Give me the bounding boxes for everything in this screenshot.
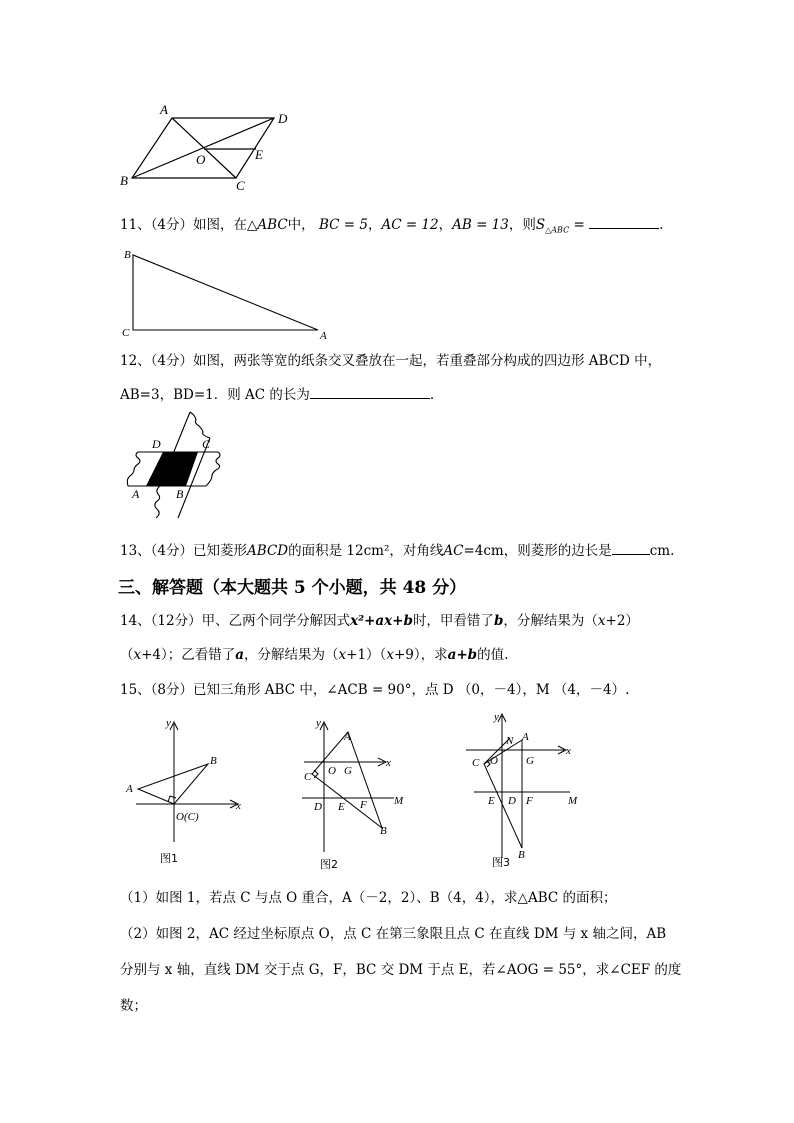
label-E: E: [488, 795, 495, 807]
q11-end: .: [659, 217, 664, 233]
parallelogram-figure: [110, 98, 310, 198]
q14-var-x: x: [338, 647, 347, 663]
coordinate-figure-2: [298, 712, 418, 872]
q12-text: AB=3，BD=1．则 AC 的长为: [120, 387, 310, 403]
label-F: F: [360, 799, 367, 811]
q11-score: （4分）: [150, 217, 194, 233]
q11-area-subscript: △ABC: [545, 225, 570, 235]
q11-sep: ，: [367, 217, 382, 233]
q13-rhombus: ABCD: [247, 543, 289, 559]
q11-text: 如图，在: [193, 217, 248, 233]
label-C: C: [472, 757, 480, 769]
label-B: B: [120, 173, 128, 188]
label-C: C: [304, 771, 312, 783]
label-E: E: [255, 147, 263, 162]
q15-text: 15、（8分）已知三角形 ABC 中，∠ACB = 90°，点 D （0，－4），M （4，－4）.: [120, 682, 630, 698]
caption-figure-3: 图3: [492, 856, 510, 868]
label-B: B: [124, 249, 131, 261]
q14-text: +9），求: [393, 647, 448, 663]
crossed-strips-figure: [118, 410, 238, 530]
label-A: A: [126, 783, 133, 795]
label-A: A: [522, 731, 529, 743]
label-D: D: [278, 111, 288, 126]
caption-figure-1: 图1: [160, 852, 178, 865]
label-D: D: [314, 801, 322, 813]
question-12-line2: [120, 385, 434, 404]
question-15: [120, 681, 629, 699]
label-G: G: [344, 765, 352, 777]
q11-triangle: △ABC: [247, 217, 288, 233]
section-heading: 三、解答题（本大题共 5 个小题，共 48 分）: [118, 578, 467, 598]
label-G: G: [526, 755, 534, 767]
q11-sep: ，: [438, 217, 453, 233]
q14-text: +4）；乙看错了: [141, 647, 236, 663]
label-B: B: [518, 849, 525, 861]
label-E: E: [338, 801, 345, 813]
q15-part2-text: 数；: [120, 998, 147, 1014]
label-O: O: [196, 152, 206, 167]
q13-answer-blank[interactable]: [612, 541, 650, 555]
q11-area-symbol: S: [535, 217, 546, 233]
q11-text: ，则: [508, 217, 536, 233]
q14-sum: a+b: [447, 647, 478, 663]
axis-y: y: [494, 711, 499, 723]
label-M: M: [568, 795, 578, 807]
q14-var-x: x: [133, 647, 142, 663]
question-13: [120, 541, 674, 560]
label-A: A: [320, 330, 327, 342]
question-12-line1: [120, 352, 661, 370]
q15-part2-line3: [120, 997, 147, 1015]
question-14-line1: [120, 612, 639, 630]
axis-x: x: [386, 757, 391, 769]
label-B: B: [380, 825, 387, 837]
label-A: A: [344, 731, 351, 743]
q11-ab: AB = 13: [452, 217, 509, 233]
q15-part1-text: （1）如图 1，若点 C 与点 O 重合，A（－2，2）、B（4，4），求△ABC 的面积；: [120, 890, 617, 906]
label-O: O: [490, 755, 498, 767]
axis-y: y: [166, 717, 171, 729]
axis-y: y: [316, 717, 321, 729]
label-C: C: [202, 437, 211, 451]
label-M: M: [394, 795, 404, 807]
q11-number: 11、: [120, 217, 151, 233]
q14-var-x: x: [597, 613, 606, 629]
q14-var-a: a: [235, 647, 245, 663]
label-O: O: [328, 765, 336, 777]
q11-equals: =: [569, 217, 590, 233]
right-triangle-figure: [118, 245, 338, 345]
label-D: D: [152, 437, 161, 451]
q14-text: ，分解结果为（: [244, 647, 339, 663]
label-C: C: [122, 327, 130, 339]
q12-end: .: [429, 387, 435, 403]
q11-bc: BC = 5: [318, 217, 368, 233]
coordinate-figure-1: [118, 712, 248, 870]
q14-text: 时，甲看错了: [412, 613, 494, 629]
q14-var-x: x: [386, 647, 394, 663]
axis-x: x: [566, 745, 571, 757]
overlap-rhombus: [146, 452, 198, 486]
q15-part2-text: （2）如图 2，AC 经过坐标原点 O，点 C 在第三象限且点 C 在直线 DM 与 x 轴之间，AB: [120, 926, 667, 942]
q14-text: +2）: [605, 613, 639, 629]
coordinate-figure-3: [460, 708, 590, 868]
label-D: D: [508, 795, 516, 807]
q14-var-b: b: [493, 613, 504, 629]
label-B: B: [210, 755, 217, 767]
q11-text: 中，: [287, 217, 315, 233]
label-C: C: [236, 178, 245, 193]
question-11: [120, 215, 663, 240]
q14-text: 的值.: [477, 647, 509, 663]
q14-text: +1）（: [346, 647, 387, 663]
label-B: B: [176, 487, 184, 501]
q13-text: 13、（4分）已知菱形: [120, 543, 248, 559]
q12-answer-blank[interactable]: [310, 385, 430, 399]
q15-part2-text: 分别与 x 轴，直线 DM 交于点 G，F，BC 交 DM 于点 E，若∠AOG = 55°，求∠CEF 的度: [120, 962, 682, 978]
q13-unit: cm.: [649, 543, 675, 559]
q15-part2-line2: [120, 961, 681, 979]
q14-text: 14、（12分）甲、乙两个同学分解因式: [120, 613, 351, 629]
label-F: F: [526, 795, 533, 807]
q11-answer-blank[interactable]: [589, 215, 659, 229]
q13-text: 的面积是 12cm²，对角线: [288, 543, 444, 559]
q15-part1: [120, 889, 616, 907]
label-A: A: [160, 102, 168, 117]
q11-ac: AC = 12: [381, 217, 439, 233]
q14-text: （: [120, 647, 134, 663]
label-A: A: [132, 487, 140, 501]
label-OC: O(C): [176, 811, 199, 823]
question-14-line2: [120, 646, 508, 664]
q14-expression: x²+ax+b: [350, 613, 413, 629]
axis-x: x: [236, 800, 241, 812]
q15-part2-line1: [120, 925, 666, 943]
q14-text: ，分解结果为（: [503, 613, 598, 629]
label-N: N: [506, 735, 514, 747]
caption-figure-2: 图2: [320, 858, 338, 871]
q13-ac: AC: [443, 543, 464, 559]
q12-text: 12、（4分）如图，两张等宽的纸条交叉叠放在一起，若重叠部分构成的四边形 ABCD 中，: [120, 353, 662, 369]
q13-text: =4cm，则菱形的边长是: [463, 543, 612, 559]
